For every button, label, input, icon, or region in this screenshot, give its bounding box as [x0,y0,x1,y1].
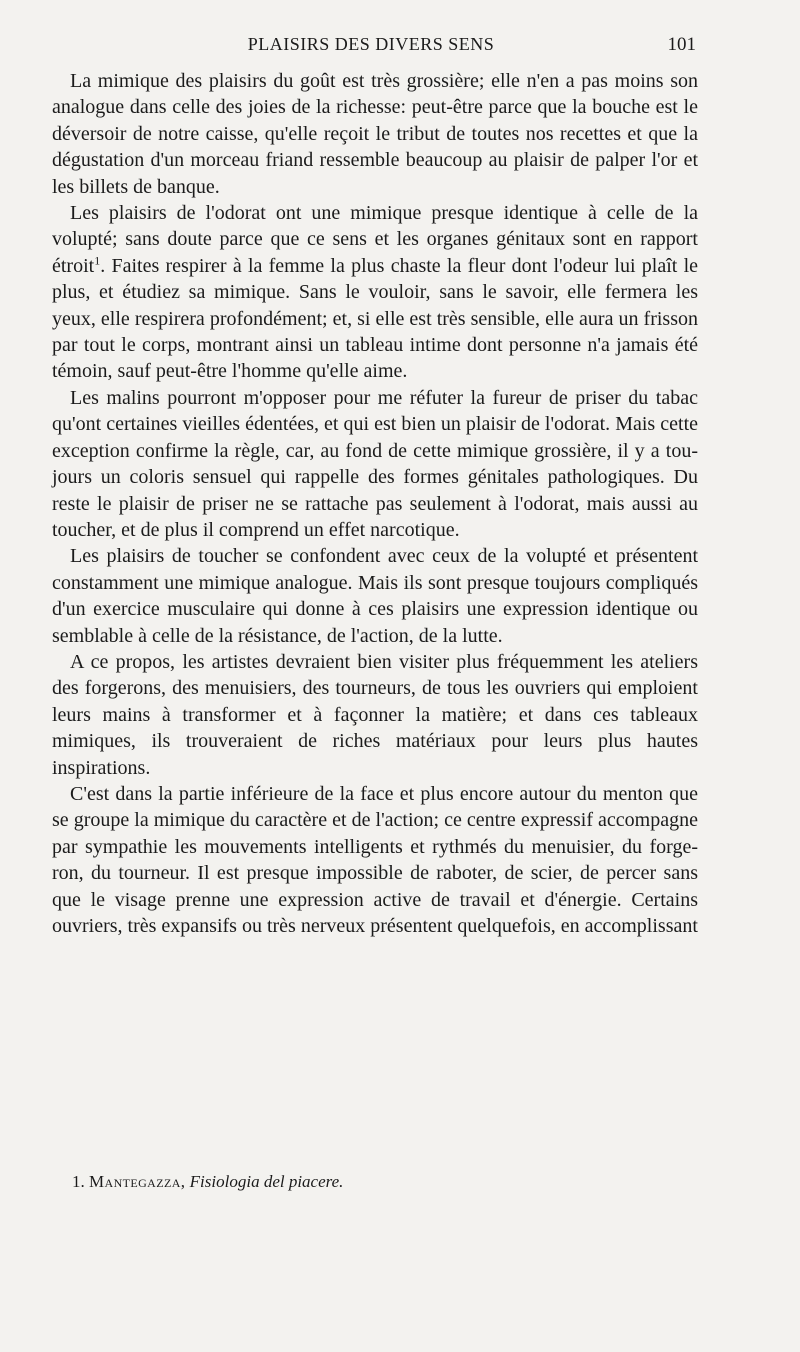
footnote-author: Mantegazza, [89,1172,186,1191]
paragraph-touch: Les plaisirs de toucher se confondent avec ceux de la volupté et présentent constamment une mimique analogue. Mais ils sont presque toujours compliqués d'un exercice musculaire qui donne à ces plaisirs une expression identique ou semblable à celle de la résistance, de l'action, de la lutte. [52,545,698,647]
footnote-number: 1. [72,1172,85,1191]
footnote [72,1172,672,1192]
footnote-reference[interactable]: 1 [94,253,101,268]
paragraph-artists: A ce propos, les artistes devraient bien visiter plus fréquemment les ateliers des forgerons, des menuisiers, des tourneurs, de tous les ouvriers qui emploient leurs mains à transformer et à façonner la matière; et dans ces tableaux mimiques, ils trouveraient de riches matériaux pour leurs plus hautes inspirations. [52,650,698,779]
paragraph-smell [52,200,698,385]
page-number: 101 [667,34,696,55]
paragraph-smell-part-1: Les plaisirs de l'odorat ont une mimique presque identique à celle de la volupté; sans doute parce que ce sens et les organes génitaux sont en rapport étroit [52,202,698,277]
paragraph-taste: La mimique des plaisirs du goût est très grossière; elle n'en a pas moins son analogue dans celle des joies de la richesse: peut-être parce que la bouche est le déversoir de notre caisse, qu'elle reçoit le tribut de toutes nos recettes et que la dégustation d'un morceau friand ressemble beaucoup au plaisir de palper l'or et les billets de banque. [52,70,698,198]
footnote-title: Fisiologia del piacere. [189,1172,344,1191]
paragraph-snuff: Les malins pourront m'opposer pour me réfuter la fureur de priser du tabac qu'ont certaines vieilles édentées, et qui est bien un plaisir de l'odorat. Mais cette exception confirme la règle, car, au fond de cette mimique grossière, il y a toujours un coloris sensuel qui rappelle des formes génitales pathologiques. Du reste le plaisir de priser ne se rattache pas seulement à l'odorat, mais aussi au toucher, et de plus il comprend un effet narcotique. [52,386,698,541]
running-title: PLAISIRS DES DIVERS SENS [247,34,495,54]
paragraph-face: C'est dans la partie inférieure de la face et plus encore autour du menton que se groupe la mimique du caractère et de l'action; ce centre expressif accompagne par sympathie les mouvements intelligents et rythmés du menuisier, du forgeron, du tourneur. Il est presque impossible de raboter, de scier, de percer sans que le visage prenne une expression active de travail et d'énergie. Certains ouvriers, très expansifs ou très nerveux présentent quelquefois, en accomplissant [52,782,698,937]
paragraph-smell-part-2: . Faites respirer à la femme la plus chaste la fleur dont l'odeur lui plaît le plus, et étudiez sa mimique. Sans le vouloir, sans le savoir, elle fermera les yeux, elle respirera profondément; et, si elle est très sensible, elle aura un frisson par tout le corps, montrant ainsi un tableau intime dont personne n'a jamais été témoin, sauf peut-être l'homme qu'elle aime. [52,254,698,383]
running-header [46,34,696,60]
body-text [52,68,698,939]
